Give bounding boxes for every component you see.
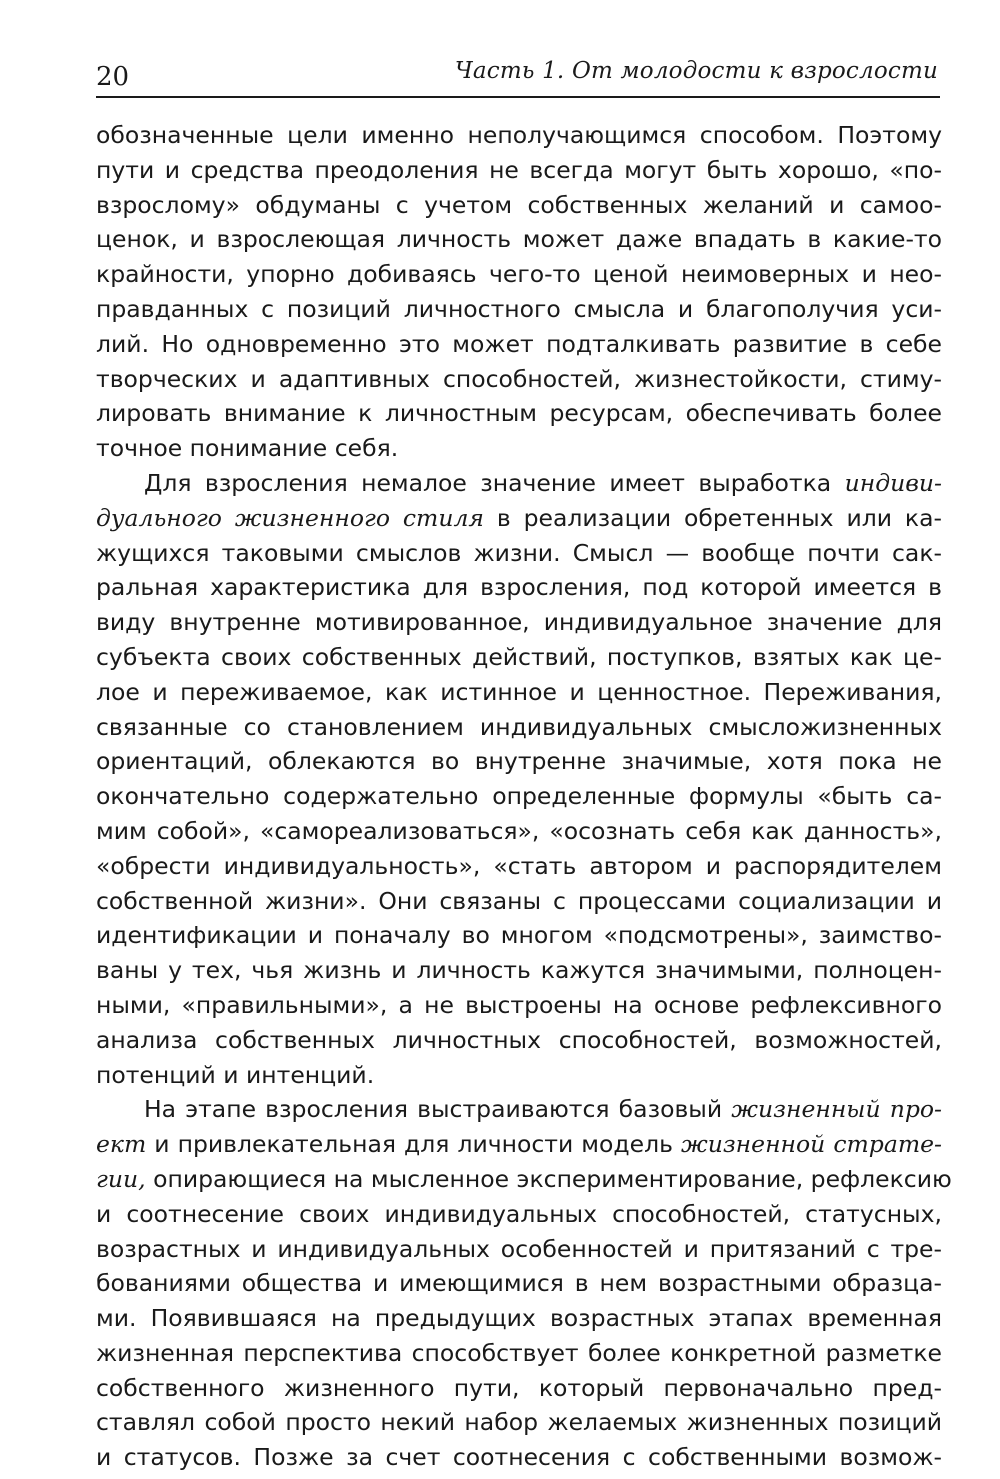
text-line [96,501,942,536]
text-line: лировать внимание к личностным ресурсам, обеспечивать более [96,399,942,428]
text-line: окончательно содержательно определенные формулы «быть са- [96,782,942,811]
text-line: собственной жизни». Они связаны с процессами социализации и [96,886,942,915]
text-line: возрастных и индивидуальных особенностей и притязаний с тре- [96,1234,942,1263]
emphasis: гии, [96,1164,146,1193]
text-line [96,1092,942,1127]
text-line: анализа собственных личностных способностей, возможностей, [96,1025,942,1054]
running-head-title: Часть 1. От молодости к взрослости [454,58,938,84]
text-line: ральная характеристика для взросления, под которой имеется в [96,573,942,602]
text-line: ориентаций, облекаются во внутренне значимые, хотя пока не [96,747,942,776]
text-line: собственного жизненного пути, который первоначально пред- [96,1373,942,1402]
text-run: опирающиеся на мысленное экспериментирование, рефлексию [145,1164,952,1193]
text-line: правданных с позиций личностного смысла и благополучия уси- [96,294,942,323]
text-line: точное понимание себя. [96,434,399,463]
emphasis: дуального жизненного стиля [96,503,484,532]
text-line: виду внутренне мотивированное, индивидуальное значение для [96,608,942,637]
emphasis: ект [96,1130,147,1159]
text-run: На этапе взросления выстраиваются базовый [144,1095,732,1124]
text-line: ми. Появившаяся на предыдущих возрастных этапах временная [96,1304,942,1333]
text-line: ными, «правильными», а не выстроены на основе рефлексивного [96,990,942,1019]
text-line: идентификации и поначалу во многом «подсмотрены», заимство- [96,921,942,950]
text-line: и статусов. Позже за счет соотнесения с собственными возмож- [96,1443,942,1472]
text-line: крайности, упорно добиваясь чего-то ценой неимоверных и нео- [96,260,942,289]
text-line [96,1162,952,1197]
text-line: лий. Но одновременно это может подталкивать развитие в себе [96,329,942,358]
text-line: мим собой», «самореализоваться», «осознать себя как данность», [96,816,942,845]
text-line: связанные со становлением индивидуальных смысложизненных [96,712,942,741]
emphasis: жизненный про- [731,1095,943,1124]
emphasis: индиви- [844,468,942,497]
text-run: Для взросления немалое значение имеет выработка [144,468,845,497]
text-run: в реализации обретенных или ка- [484,503,942,532]
text-line [96,1127,942,1162]
text-line: жущихся таковыми смыслов жизни. Смысл — вообще почти сак- [96,538,942,567]
emphasis: жизненной страте- [681,1130,942,1159]
text-line: пути и средства преодоления не всегда могут быть хорошо, «по- [96,155,942,184]
text-line: потенций и интенций. [96,1060,375,1089]
text-line: ставлял собой просто некий набор желаемых жизненных позиций [96,1408,942,1437]
text-run: и привлекательная для личности модель [146,1130,682,1159]
text-line: субъекта своих собственных действий, поступков, взятых как це- [96,642,942,671]
page-number: 20 [96,62,130,92]
text-line: бованиями общества и имеющимися в нем возрастными образца- [96,1269,942,1298]
text-line: ваны у тех, чья жизнь и личность кажутся значимыми, полноцен- [96,956,942,985]
text-line: «обрести индивидуальность», «стать автором и распорядителем [96,851,942,880]
text-line [96,466,942,501]
text-line: обозначенные цели именно неполучающимся способом. Поэтому [96,121,942,149]
text-line: и соотнесение своих индивидуальных способностей, статусных, [96,1199,942,1228]
text-line: лое и переживаемое, как истинное и ценностное. Переживания, [96,677,942,706]
text-line: жизненная перспектива способствует более конкретной разметке [96,1338,942,1367]
text-line: взрослому» обдуманы с учетом собственных желаний и самоо- [96,190,942,219]
text-line: ценок, и взрослеющая личность может даже впадать в какие-то [96,225,942,254]
text-line: творческих и адаптивных способностей, жизнестойкости, стиму- [96,364,942,393]
body-text [96,118,952,1475]
running-head [96,52,940,98]
